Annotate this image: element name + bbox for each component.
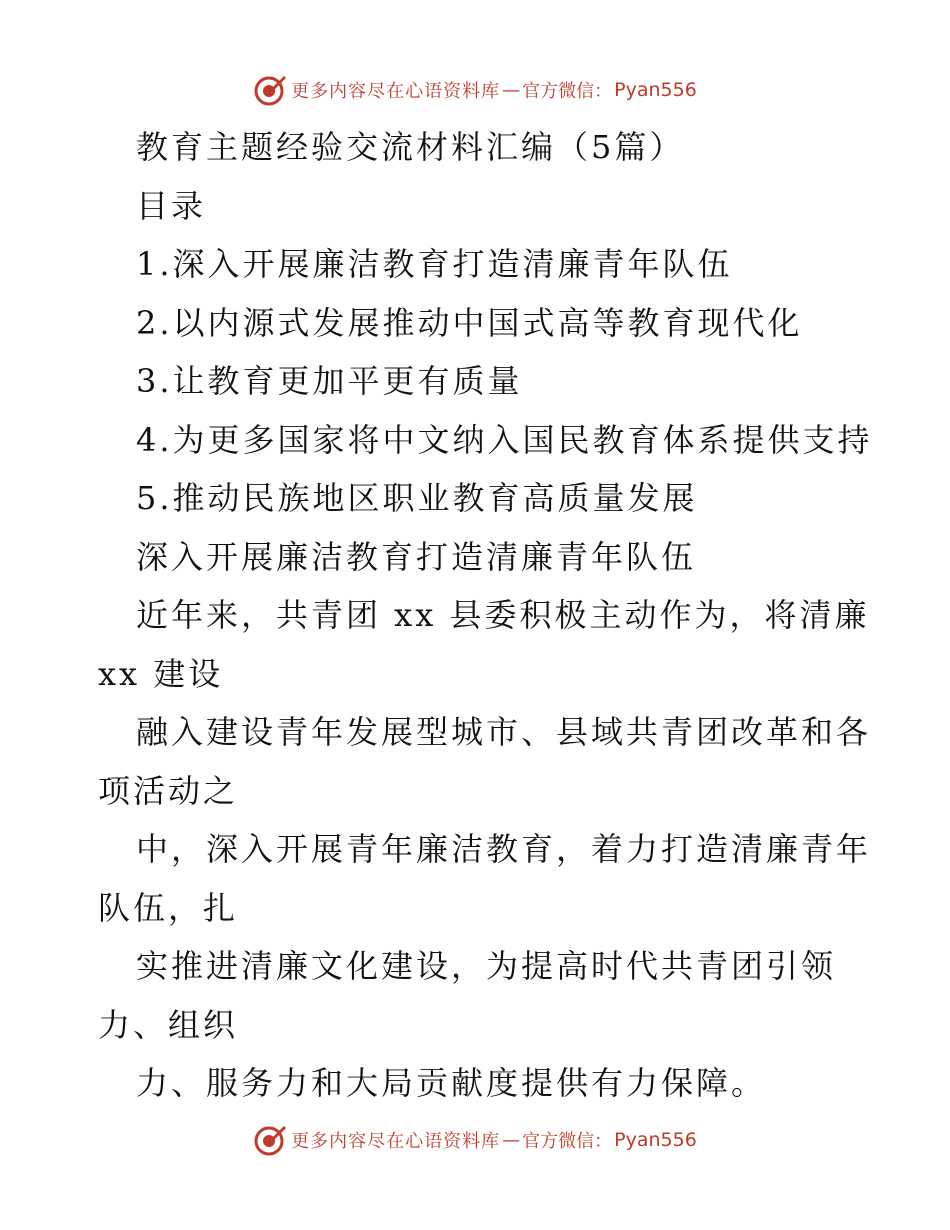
banner-dash: — xyxy=(502,79,521,101)
document-body xyxy=(98,118,873,1113)
pen-logo-icon xyxy=(253,73,287,107)
banner-wechat-label: 官方微信： xyxy=(522,1131,613,1152)
banner-wechat-id: Pyan556 xyxy=(614,79,697,101)
toc-item: 1.深入开展廉洁教育打造清廉青年队伍 xyxy=(136,245,733,283)
paragraph-line: xx 建设 xyxy=(98,654,224,693)
paragraph-line: 项活动之 xyxy=(98,771,239,810)
toc-item: 5.推动民族地区职业教育高质量发展 xyxy=(136,479,698,517)
toc-item: 4.为更多国家将中文纳入国民教育体系提供支持 xyxy=(136,420,873,459)
banner-wechat-label: 官方微信： xyxy=(522,81,613,102)
paragraph-line: 力、服务力和大局贡献度提供有力保障。 xyxy=(136,1064,767,1102)
toc-item: 3.让教育更加平更有质量 xyxy=(136,362,523,400)
paragraph-line: 队伍，扎 xyxy=(98,888,239,927)
banner-text: 更多内容尽在心语资料库 xyxy=(291,81,501,102)
pen-logo-icon xyxy=(253,1123,287,1157)
banner-text: 更多内容尽在心语资料库 xyxy=(291,1131,501,1152)
banner-wechat-id: Pyan556 xyxy=(614,1129,697,1151)
paragraph-line: 中，深入开展青年廉洁教育，着力打造清廉青年 xyxy=(136,830,872,868)
toc-item: 2.以内源式发展推动中国式高等教育现代化 xyxy=(136,303,803,342)
banner-dash: — xyxy=(502,1129,521,1151)
footer-watermark-banner xyxy=(0,1120,950,1160)
header-watermark-banner xyxy=(0,70,950,110)
section-heading: 深入开展廉洁教育打造清廉青年队伍 xyxy=(136,537,697,576)
paragraph-line: 力、组织 xyxy=(98,1005,239,1044)
paragraph-line: 融入建设青年发展型城市、县域共青团改革和各 xyxy=(136,713,872,751)
paragraph-line: 近年来，共青团 xx 县委积极主动作为，将清廉 xyxy=(136,596,870,634)
document-title: 教育主题经验交流材料汇编（5篇） xyxy=(136,128,685,166)
toc-heading: 目录 xyxy=(136,186,207,225)
paragraph-line: 实推进清廉文化建设，为提高时代共青团引领 xyxy=(136,947,837,985)
